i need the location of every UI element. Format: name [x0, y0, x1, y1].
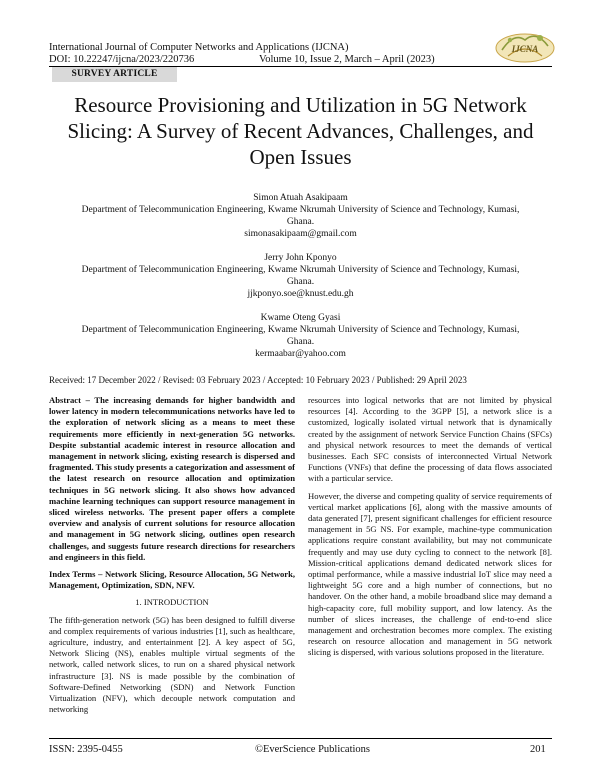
author-affiliation: Department of Telecommunication Engineering, Kwame Nkrumah University of Science and Technology, Kumasi, Ghana.	[81, 205, 520, 227]
index-terms: Index Terms – Network Slicing, Resource Allocation, 5G Network, Management, Optimization, SDN, NFV.	[49, 569, 295, 591]
publisher: ©EverScience Publications	[255, 744, 370, 755]
intro-paragraph: The fifth-generation network (5G) has been designed to fulfill diverse and complex requirements of various industries [1], such as healthcare, agriculture, industry, and entertainment [2]. A key aspect of 5G, Network Slicing (NS), enables multiple virtual segments of the network, called network slices, to run on a shared physical network infrastructure [3]. NS is made possible by the combination of Software-Defined Networking (SDN) and Network Function Virtualization (NFV), which decouple network computation and networking	[49, 614, 295, 715]
author-name: Simon Atuah Asakipaam	[253, 193, 348, 203]
author-block-2	[49, 252, 552, 300]
author-block-1	[49, 192, 552, 240]
author-affiliation: Department of Telecommunication Engineering, Kwame Nkrumah University of Science and Technology, Kumasi, Ghana.	[81, 325, 520, 347]
issn: ISSN: 2395-0455	[49, 744, 123, 755]
right-column	[308, 395, 552, 665]
author-name: Kwame Oteng Gyasi	[260, 313, 341, 323]
publication-dates: Received: 17 December 2022 / Revised: 03 February 2023 / Accepted: 10 February 2023 / Published: 29 April 2023	[49, 375, 467, 385]
page-number: 201	[530, 744, 546, 755]
logo-text: IJCNA	[511, 44, 539, 54]
doi-line	[49, 53, 489, 66]
section-heading: 1. INTRODUCTION	[135, 597, 209, 608]
author-email: kermaabar@yahoo.com	[255, 349, 346, 359]
paper-title: Resource Provisioning and Utilization in 5G Network Slicing: A Survey of Recent Advances, Challenges, and Open Issues	[67, 93, 534, 169]
author-email: simonasakipaam@gmail.com	[244, 229, 357, 239]
article-type-badge: SURVEY ARTICLE	[52, 67, 177, 82]
doi: DOI: 10.22247/ijcna/2023/220736	[49, 54, 195, 65]
author-affiliation: Department of Telecommunication Engineering, Kwame Nkrumah University of Science and Technology, Kumasi, Ghana.	[81, 265, 520, 287]
author-name: Jerry John Kponyo	[264, 253, 337, 263]
journal-logo	[494, 26, 556, 66]
footer-rule	[49, 738, 552, 739]
journal-name: International Journal of Computer Networks and Applications (IJCNA)	[49, 42, 349, 53]
body-paragraph-1: resources into logical networks that are not limited by physical resources [4]. According to the 3GPP [5], a network slice is a customized, logically isolated virtual network that is dynamically created by the assignment of network Service Function Chains (SFCs) and physical network resources to meet the demands of vertical businesses. Each SFC consists of interconnected Virtual Network Functions (VNFs) that define the processing of data flows associated with a particular service.	[308, 395, 552, 484]
abstract: Abstract – The increasing demands for higher bandwidth and lower latency in modern telecommunications networks have led to the exploration of network slicing as a means to meet these requirements more efficiently in next-generation 5G networks. Despite substantial academic interest in resource allocation and management in network slicing, existing research is dispersed and fragmented. This study presents a categorization and assessment of the latest research on resource allocation and optimization techniques in 5G network slicing. It also shows how advanced machine learning techniques can support resource management in sliced wireless networks. The present paper offers a complete overview and analysis of current solutions for resource allocation and management in 5G network slicing, outlines open research challenges, and suggests future research directions for researchers and engineers in this field.	[49, 395, 295, 562]
author-block-3	[49, 312, 552, 360]
volume-issue: Volume 10, Issue 2, March – April (2023)	[259, 54, 435, 65]
left-column	[49, 395, 295, 721]
author-email: jjkponyo.soe@knust.edu.gh	[247, 289, 354, 299]
body-paragraph-2: However, the diverse and competing quality of service requirements of vertical market applications [6], along with the massive amounts of data generated [7], present significant challenges for efficient resource management in 5G NS. For example, machine-type communication applications require constant availability, but may not communicate frequently and may use duty cycling to connect to the network [8]. Mission-critical applications demand dedicated network slices for optimal performance, while a massive industrial IoT slice may need a lightweight 5G core and a high number of connections, but no handover. On the other hand, a mobile broadband slice may demand a high-capacity core, full mobility support, and low latency. As the number of slices increases, the challenge of end-to-end slice management and orchestration becomes more complex. The existing research on resource allocation and management in 5G network slicing is dispersed, with various solutions proposed in the literature.	[308, 490, 553, 658]
